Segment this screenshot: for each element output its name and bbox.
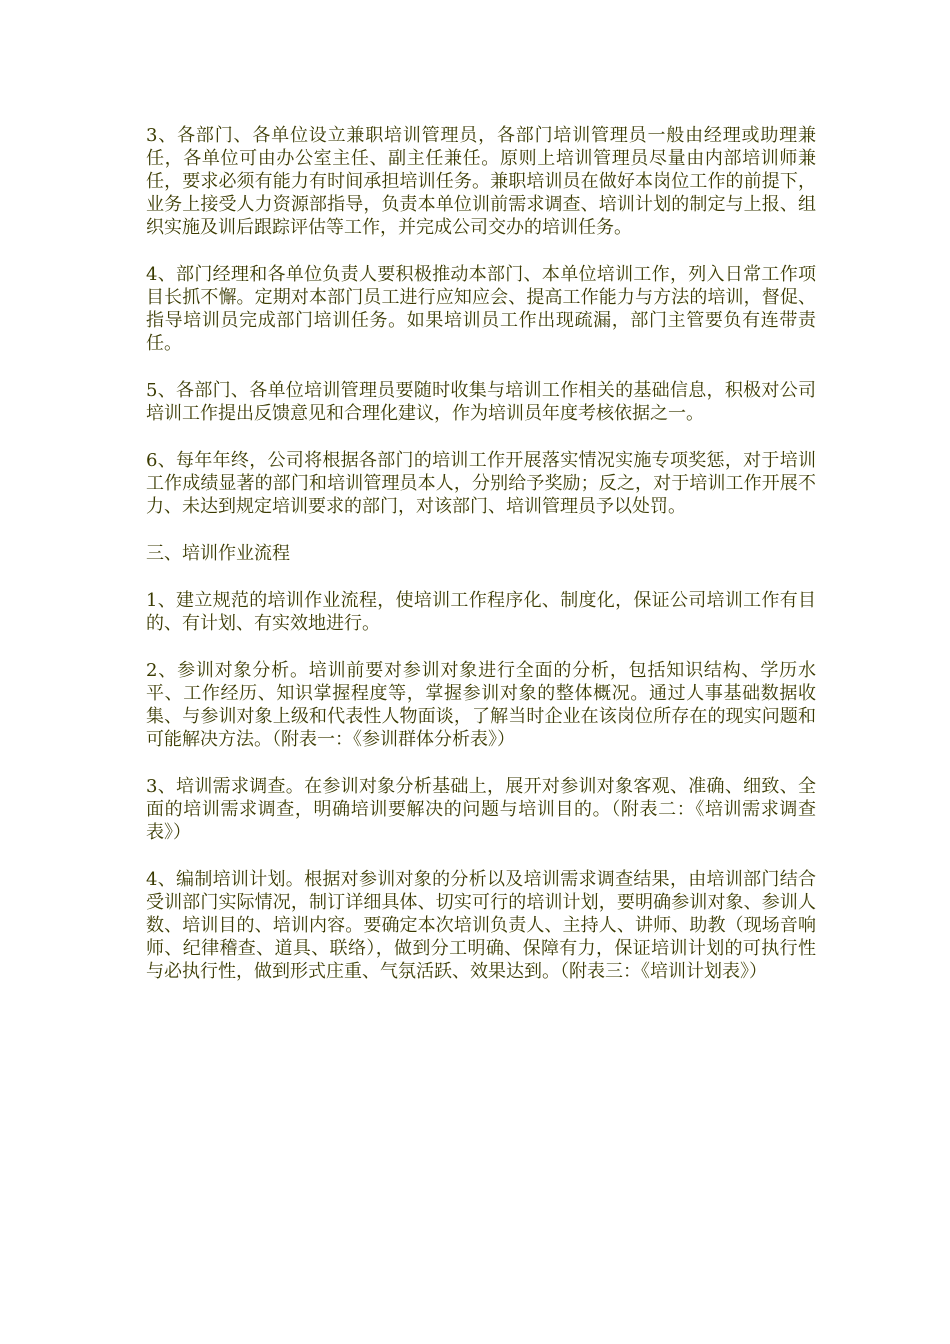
document-page [146, 124, 816, 1007]
process-item-4: 4、编制培训计划。根据对参训对象的分析以及培训需求调查结果，由培训部门结合受训部门实际情况，制订详细具体、切实可行的培训计划，要明确参训对象、参训人数、培训目的、培训内容。要确定本次培训负责人、主持人、讲师、助教（现场音响师、纪律稽查、道具、联络），做到分工明确、保障有力，保证培训计划的可执行性与必执行性，做到形式庄重、气氛活跃、效果达到。（附表三：《培训计划表》） [146, 869, 816, 982]
process-item-3: 3、培训需求调查。在参训对象分析基础上，展开对参训对象客观、准确、细致、全面的培训需求调查，明确培训要解决的问题与培训目的。（附表二：《培训需求调查表》） [146, 776, 816, 843]
paragraph-item-5: 5、各部门、各单位培训管理员要随时收集与培训工作相关的基础信息，积极对公司培训工作提出反馈意见和合理化建议，作为培训员年度考核依据之一。 [146, 380, 816, 424]
paragraph-item-3: 3、各部门、各单位设立兼职培训管理员，各部门培训管理员一般由经理或助理兼任，各单位可由办公室主任、副主任兼任。原则上培训管理员尽量由内部培训师兼任，要求必须有能力有时间承担培训任务。兼职培训员在做好本岗位工作的前提下，业务上接受人力资源部指导，负责本单位训前需求调查、培训计划的制定与上报、组织实施及训后跟踪评估等工作，并完成公司交办的培训任务。 [146, 125, 816, 238]
paragraph-item-4: 4、部门经理和各单位负责人要积极推动本部门、本单位培训工作，列入日常工作项目长抓不懈。定期对本部门员工进行应知应会、提高工作能力与方法的培训，督促、指导培训员完成部门培训任务。如果培训员工作出现疏漏，部门主管要负有连带责任。 [146, 264, 816, 354]
paragraph-item-6: 6、每年年终，公司将根据各部门的培训工作开展落实情况实施专项奖惩，对于培训工作成绩显著的部门和培训管理员本人，分别给予奖励；反之，对于培训工作开展不力、未达到规定培训要求的部门，对该部门、培训管理员予以处罚。 [146, 450, 816, 517]
section-heading-process: 三、培训作业流程 [146, 543, 290, 564]
process-item-2: 2、参训对象分析。培训前要对参训对象进行全面的分析，包括知识结构、学历水平、工作经历、知识掌握程度等，掌握参训对象的整体概况。通过人事基础数据收集、与参训对象上级和代表性人物面谈，了解当时企业在该岗位所存在的现实问题和可能解决方法。（附表一：《参训群体分析表》） [146, 660, 816, 750]
process-item-1: 1、建立规范的培训作业流程，使培训工作程序化、制度化，保证公司培训工作有目的、有计划、有实效地进行。 [146, 590, 816, 634]
